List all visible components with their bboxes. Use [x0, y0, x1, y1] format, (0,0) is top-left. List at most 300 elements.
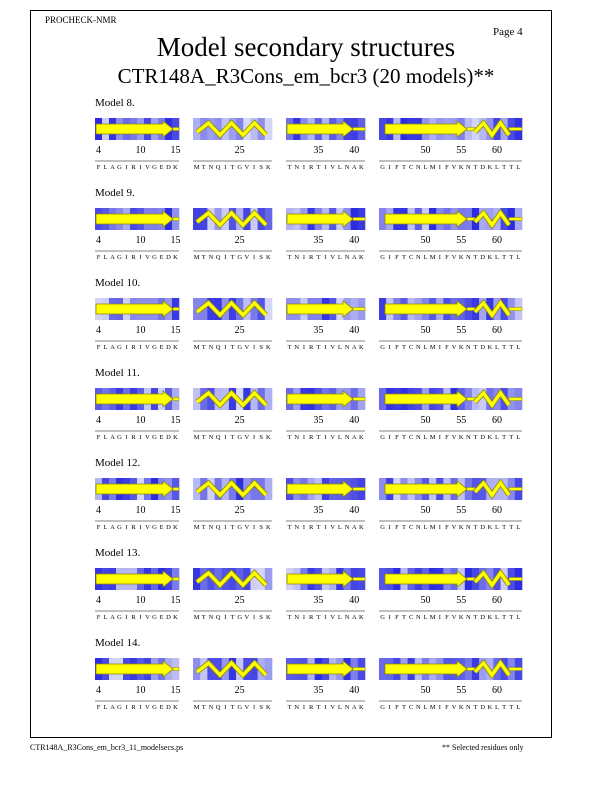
residue-letter: C — [409, 614, 414, 621]
residue-letter: A — [110, 344, 115, 351]
page-title: Model secondary structures — [156, 32, 456, 62]
residue-letter: I — [302, 434, 306, 441]
residue-letter: V — [244, 524, 250, 531]
residue-letter: T — [316, 254, 321, 261]
residue-letter: F — [445, 614, 449, 621]
residue-tick-label: 10 — [135, 415, 146, 426]
residue-letter: D — [480, 434, 486, 441]
residue-letter: R — [308, 254, 314, 261]
residue-letter: T — [473, 614, 478, 621]
residue-letter: N — [415, 434, 421, 441]
residue-letter: M — [429, 524, 436, 531]
residue-letter: I — [252, 344, 256, 351]
residue-letter: R — [131, 254, 136, 261]
coil-line — [353, 668, 365, 671]
residue-letter: L — [423, 254, 428, 261]
residue-letter: T — [502, 704, 507, 711]
residue-letter: K — [458, 254, 464, 261]
coil-line — [509, 218, 522, 221]
residue-letter: M — [193, 704, 200, 711]
residue-letter: L — [516, 164, 521, 171]
residue-letter: T — [201, 344, 206, 351]
residue-letter: L — [516, 254, 521, 261]
residue-letter: T — [316, 344, 321, 351]
residue-letter: T — [230, 254, 235, 261]
residue-letter: L — [337, 254, 342, 261]
residue-letter: K — [266, 344, 271, 351]
residue-letter: A — [110, 524, 115, 531]
residue-letter: A — [110, 164, 115, 171]
residue-letter: I — [388, 524, 391, 531]
secondary-structure-row — [0, 658, 612, 718]
residue-letter: M — [429, 164, 436, 171]
residue-letter: L — [423, 524, 428, 531]
residue-letter: T — [287, 524, 292, 531]
residue-letter: T — [287, 614, 292, 621]
residue-tick-label: 25 — [234, 235, 245, 246]
residue-letter: I — [252, 164, 256, 171]
residue-tick-label: 4 — [96, 235, 101, 246]
residue-letter: T — [509, 614, 514, 621]
residue-letter: K — [359, 344, 364, 351]
residue-letter: K — [458, 704, 464, 711]
residue-letter: G — [237, 524, 243, 531]
residue-letter: I — [324, 704, 327, 711]
residue-tick-label: 4 — [96, 325, 101, 336]
residue-letter: V — [145, 164, 150, 171]
residue-letter: N — [344, 344, 350, 351]
residue-letter: T — [402, 434, 407, 441]
model-label: Model 10. — [95, 277, 141, 289]
residue-letter: I — [324, 254, 327, 261]
residue-letter: F — [96, 164, 101, 171]
residue-letter: L — [494, 254, 499, 261]
residue-letter: F — [96, 434, 101, 441]
secondary-structure-row — [0, 118, 612, 178]
segment-3 — [286, 658, 365, 711]
residue-tick-label: 15 — [170, 685, 181, 696]
residue-letter: M — [429, 254, 436, 261]
residue-letter: Q — [215, 614, 221, 621]
residue-letter: G — [237, 164, 243, 171]
residue-letter: T — [502, 164, 507, 171]
residue-letter: D — [480, 704, 486, 711]
residue-letter: I — [224, 434, 227, 441]
residue-letter: F — [445, 434, 449, 441]
residue-letter: I — [388, 704, 391, 711]
residue-letter: D — [166, 434, 171, 441]
residue-letter: G — [152, 254, 157, 261]
residue-letter: I — [139, 254, 142, 261]
residue-letter: I — [324, 434, 327, 441]
residue-letter: L — [423, 434, 428, 441]
residue-tick-label: 55 — [456, 325, 467, 336]
residue-letter: G — [380, 164, 385, 171]
residue-letter: I — [224, 614, 227, 621]
residue-letter: G — [117, 164, 122, 171]
residue-letter: S — [259, 164, 264, 171]
residue-letter: N — [415, 254, 421, 261]
model-label: Model 12. — [95, 457, 141, 469]
residue-letter: M — [193, 614, 200, 621]
segment-2 — [193, 478, 272, 531]
shade-cell — [265, 208, 272, 230]
residue-letter: T — [402, 704, 407, 711]
residue-tick-label: 15 — [170, 505, 181, 516]
residue-letter: Q — [215, 704, 221, 711]
residue-letter: K — [173, 704, 178, 711]
residue-letter: F — [395, 614, 399, 621]
residue-tick-label: 4 — [96, 415, 101, 426]
secondary-structure-row — [0, 388, 612, 448]
residue-letter: V — [145, 344, 150, 351]
residue-letter: T — [402, 524, 407, 531]
residue-letter: I — [125, 344, 128, 351]
residue-letter: L — [516, 524, 521, 531]
secondary-structure-row — [0, 208, 612, 268]
residue-letter: T — [230, 524, 235, 531]
residue-letter: T — [509, 254, 514, 261]
residue-letter: K — [359, 614, 364, 621]
residue-letter: L — [337, 164, 342, 171]
footer-filename: CTR148A_R3Cons_em_bcr3_11_modelsecs.ps — [30, 743, 184, 752]
residue-tick-label: 60 — [491, 595, 502, 606]
residue-letter: L — [423, 164, 428, 171]
residue-tick-label: 55 — [456, 595, 467, 606]
residue-letter: N — [208, 254, 214, 261]
segment-4 — [379, 478, 522, 531]
residue-letter: A — [351, 254, 357, 261]
residue-letter: C — [409, 524, 414, 531]
residue-tick-label: 10 — [135, 505, 146, 516]
residue-letter: N — [294, 164, 300, 171]
residue-letter: F — [395, 254, 399, 261]
residue-tick-label: 4 — [96, 595, 101, 606]
residue-letter: N — [466, 524, 471, 531]
coil-line — [173, 128, 179, 131]
residue-letter: I — [125, 254, 128, 261]
residue-letter: G — [152, 614, 157, 621]
residue-letter: S — [259, 254, 264, 261]
coil-line — [509, 308, 522, 311]
residue-letter: T — [402, 344, 407, 351]
residue-letter: F — [395, 164, 399, 171]
residue-letter: N — [466, 344, 471, 351]
residue-letter: E — [159, 434, 164, 441]
residue-letter: G — [380, 254, 385, 261]
residue-letter: T — [201, 614, 206, 621]
residue-letter: T — [316, 704, 321, 711]
residue-letter: I — [252, 434, 256, 441]
residue-letter: C — [409, 164, 414, 171]
residue-letter: N — [466, 704, 471, 711]
residue-letter: D — [166, 704, 171, 711]
residue-letter: I — [252, 524, 256, 531]
segment-1 — [95, 298, 181, 351]
residue-letter: V — [451, 434, 457, 441]
residue-letter: N — [294, 254, 300, 261]
residue-letter: N — [466, 254, 471, 261]
residue-letter: G — [380, 434, 385, 441]
residue-letter: T — [287, 704, 292, 711]
residue-letter: S — [259, 614, 264, 621]
residue-letter: I — [388, 614, 391, 621]
residue-tick-label: 35 — [313, 595, 324, 606]
segment-3 — [286, 478, 365, 531]
residue-letter: E — [159, 254, 164, 261]
residue-letter: L — [423, 344, 428, 351]
residue-letter: F — [96, 614, 101, 621]
segment-3 — [286, 208, 365, 261]
residue-letter: D — [166, 344, 171, 351]
residue-letter: T — [509, 434, 514, 441]
residue-letter: K — [266, 164, 271, 171]
residue-tick-label: 50 — [420, 235, 431, 246]
residue-letter: T — [287, 434, 292, 441]
residue-letter: T — [230, 704, 235, 711]
coil-line — [353, 308, 365, 311]
residue-letter: L — [494, 164, 499, 171]
residue-letter: I — [139, 164, 142, 171]
residue-tick-label: 60 — [491, 325, 502, 336]
residue-letter: N — [415, 524, 421, 531]
residue-tick-label: 10 — [135, 595, 146, 606]
residue-letter: V — [451, 164, 457, 171]
residue-tick-label: 60 — [491, 415, 502, 426]
residue-tick-label: 60 — [491, 685, 502, 696]
residue-letter: L — [337, 704, 342, 711]
residue-tick-label: 60 — [491, 235, 502, 246]
residue-letter: N — [415, 344, 421, 351]
residue-letter: V — [451, 344, 457, 351]
residue-letter: N — [466, 434, 471, 441]
residue-letter: K — [487, 344, 493, 351]
residue-tick-label: 10 — [135, 235, 146, 246]
residue-letter: M — [193, 254, 200, 261]
residue-letter: R — [131, 164, 136, 171]
residue-letter: I — [125, 704, 128, 711]
residue-letter: T — [316, 164, 321, 171]
residue-tick-label: 55 — [456, 145, 467, 156]
segment-4 — [379, 298, 522, 351]
residue-letter: N — [294, 614, 300, 621]
segment-1 — [95, 388, 181, 441]
segment-3 — [286, 388, 365, 441]
residue-letter: L — [337, 614, 342, 621]
residue-letter: N — [415, 164, 421, 171]
residue-letter: V — [330, 524, 336, 531]
residue-letter: M — [193, 344, 200, 351]
residue-letter: V — [244, 434, 250, 441]
residue-letter: A — [110, 434, 115, 441]
shade-cell — [265, 568, 272, 590]
residue-letter: V — [244, 614, 250, 621]
residue-tick-label: 50 — [420, 145, 431, 156]
residue-letter: D — [166, 524, 171, 531]
residue-tick-label: 25 — [234, 595, 245, 606]
residue-letter: C — [409, 704, 414, 711]
segment-4 — [379, 658, 522, 711]
residue-letter: V — [330, 344, 336, 351]
residue-tick-label: 25 — [234, 505, 245, 516]
residue-letter: M — [193, 434, 200, 441]
residue-letter: G — [152, 434, 157, 441]
residue-letter: Q — [215, 254, 221, 261]
residue-letter: I — [224, 704, 227, 711]
residue-tick-label: 55 — [456, 415, 467, 426]
residue-tick-label: 40 — [349, 415, 360, 426]
residue-letter: N — [294, 704, 300, 711]
residue-letter: G — [152, 524, 157, 531]
residue-letter: I — [438, 614, 441, 621]
residue-letter: V — [145, 614, 150, 621]
residue-letter: A — [351, 614, 357, 621]
model-label: Model 11. — [95, 367, 140, 379]
residue-letter: F — [395, 344, 399, 351]
segment-1 — [95, 658, 181, 711]
segment-3 — [286, 298, 365, 351]
residue-letter: K — [487, 704, 493, 711]
residue-letter: K — [487, 614, 493, 621]
residue-letter: F — [96, 704, 101, 711]
residue-letter: V — [451, 704, 457, 711]
residue-letter: A — [110, 614, 115, 621]
shade-cell — [265, 118, 272, 140]
residue-letter: R — [131, 524, 136, 531]
residue-letter: G — [380, 524, 385, 531]
residue-tick-label: 15 — [170, 595, 181, 606]
residue-letter: I — [438, 524, 441, 531]
residue-letter: R — [308, 164, 314, 171]
residue-letter: I — [302, 704, 306, 711]
residue-letter: N — [344, 254, 350, 261]
residue-letter: K — [266, 614, 271, 621]
residue-letter: G — [152, 164, 157, 171]
segment-4 — [379, 388, 522, 441]
residue-letter: T — [473, 434, 478, 441]
residue-tick-label: 4 — [96, 145, 101, 156]
residue-letter: E — [159, 344, 164, 351]
residue-letter: T — [230, 614, 235, 621]
residue-letter: D — [166, 254, 171, 261]
residue-letter: T — [230, 344, 235, 351]
residue-letter: T — [287, 164, 292, 171]
model-label: Model 8. — [95, 97, 135, 109]
residue-letter: L — [337, 524, 342, 531]
model-label: Model 9. — [95, 187, 135, 199]
residue-letter: I — [252, 704, 256, 711]
residue-tick-label: 35 — [313, 145, 324, 156]
residue-letter: I — [438, 434, 441, 441]
coil-line — [509, 128, 522, 131]
residue-letter: G — [380, 614, 385, 621]
residue-letter: G — [152, 704, 157, 711]
residue-letter: K — [458, 524, 464, 531]
coil-line — [353, 578, 365, 581]
residue-letter: K — [266, 524, 271, 531]
residue-letter: A — [351, 344, 357, 351]
residue-letter: F — [445, 344, 449, 351]
residue-letter: N — [466, 614, 471, 621]
residue-letter: I — [302, 524, 306, 531]
residue-letter: L — [494, 344, 499, 351]
residue-letter: K — [359, 524, 364, 531]
residue-tick-label: 25 — [234, 325, 245, 336]
residue-letter: Q — [215, 524, 221, 531]
coil-line — [173, 488, 179, 491]
residue-letter: R — [308, 434, 314, 441]
residue-letter: I — [324, 614, 327, 621]
residue-letter: G — [117, 704, 122, 711]
residue-letter: L — [423, 704, 428, 711]
residue-letter: V — [330, 704, 336, 711]
residue-letter: I — [125, 434, 128, 441]
residue-letter: N — [344, 164, 350, 171]
residue-letter: D — [166, 614, 171, 621]
residue-tick-label: 55 — [456, 235, 467, 246]
residue-letter: T — [201, 434, 206, 441]
residue-letter: K — [266, 254, 271, 261]
segment-2 — [193, 298, 272, 351]
residue-letter: M — [429, 614, 436, 621]
secondary-structure-row — [0, 568, 612, 628]
residue-letter: V — [244, 164, 250, 171]
footer-note: ** Selected residues only — [442, 743, 524, 752]
residue-letter: I — [438, 164, 441, 171]
segment-2 — [193, 658, 272, 711]
residue-letter: V — [244, 344, 250, 351]
residue-letter: Q — [215, 344, 221, 351]
residue-letter: A — [351, 164, 357, 171]
residue-letter: D — [480, 164, 486, 171]
coil-line — [173, 578, 179, 581]
residue-letter: V — [330, 614, 336, 621]
residue-letter: M — [193, 164, 200, 171]
residue-tick-label: 25 — [234, 145, 245, 156]
residue-letter: T — [473, 524, 478, 531]
residue-letter: K — [458, 614, 464, 621]
residue-letter: C — [409, 434, 414, 441]
residue-letter: I — [388, 434, 391, 441]
residue-letter: I — [388, 254, 391, 261]
residue-letter: V — [330, 434, 336, 441]
residue-letter: T — [316, 614, 321, 621]
residue-letter: R — [308, 614, 314, 621]
residue-letter: K — [173, 164, 178, 171]
residue-letter: I — [139, 614, 142, 621]
residue-letter: I — [139, 344, 142, 351]
residue-tick-label: 10 — [135, 685, 146, 696]
residue-tick-label: 10 — [135, 325, 146, 336]
segment-3 — [286, 568, 365, 621]
residue-tick-label: 55 — [456, 685, 467, 696]
residue-letter: V — [451, 524, 457, 531]
residue-letter: Q — [215, 164, 221, 171]
residue-letter: I — [224, 524, 227, 531]
residue-letter: T — [502, 524, 507, 531]
residue-letter: L — [103, 164, 108, 171]
page-number: Page 4 — [493, 26, 523, 38]
residue-letter: T — [287, 344, 292, 351]
residue-letter: S — [259, 704, 264, 711]
residue-letter: T — [502, 434, 507, 441]
residue-letter: T — [402, 614, 407, 621]
segment-4 — [379, 568, 522, 621]
residue-letter: T — [316, 524, 321, 531]
residue-letter: K — [359, 704, 364, 711]
program-name: PROCHECK-NMR — [45, 15, 117, 25]
residue-letter: A — [351, 524, 357, 531]
